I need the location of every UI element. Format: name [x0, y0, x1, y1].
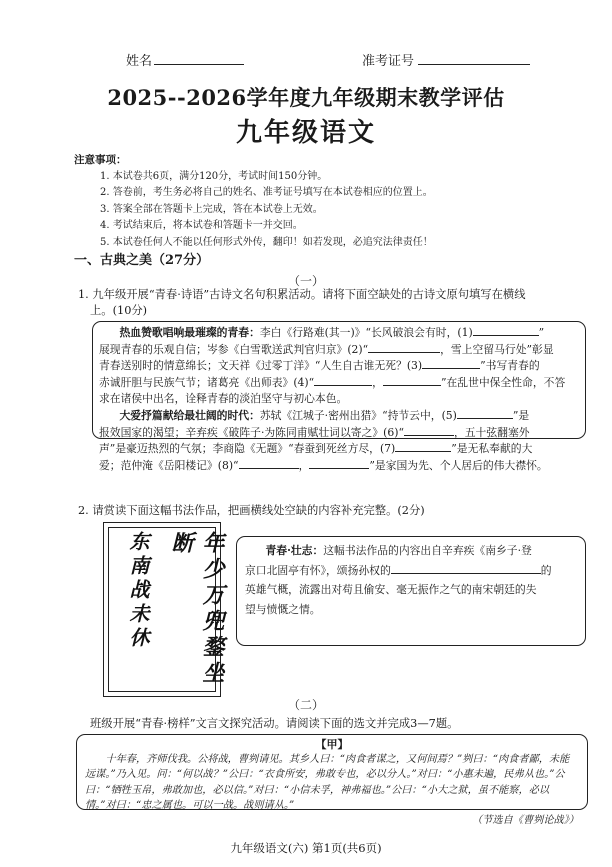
blank-8b[interactable]	[309, 468, 369, 469]
exam-title: 2025--2026学年度九年级期末教学评估	[107, 85, 505, 110]
q1-text: ”书写青春的	[480, 359, 540, 373]
q2-line3: 英雄气概，流露出对苟且偷安、毫无振作之气的南宋朝廷的失	[245, 583, 537, 596]
q1-paragraph-2	[99, 408, 579, 425]
q1-p1-line5: 求在诸侯中出名，诠释青春的淡泊坚守与初心本色。	[99, 392, 348, 406]
q1-text: 声”是豪迈热烈的气氛；李商隐《无题》“春蚕到死丝方尽，(7)	[99, 442, 396, 456]
question-2-box	[236, 536, 586, 646]
part-label-1: （一）	[287, 274, 324, 288]
exam-id-label: 准考证号	[362, 54, 415, 69]
q1-p1-line4	[99, 375, 579, 392]
blank-8a[interactable]	[239, 468, 299, 469]
q1-text: ”是家国为先、个人居后的伟大襟怀。	[369, 458, 548, 472]
question-1-prompt	[78, 287, 588, 319]
blank-6[interactable]	[404, 435, 454, 436]
q1-p2-lead: 大爱抒篇献给最壮阔的时代：	[119, 408, 260, 422]
reading-passage-box	[76, 734, 588, 827]
calligraphy-artwork	[103, 522, 225, 697]
exam-id-field[interactable]	[418, 64, 530, 65]
note-item: 5. 本试卷任何人不能以任何形式外传，翻印！如若发现，必追究法律责任！	[100, 236, 433, 248]
notes-title: 注意事项：	[74, 154, 127, 166]
q1-p1-text: 李白《行路难(其一)》“长风破浪会有时，(1)	[259, 326, 473, 339]
calligraphy-column-1: 年少万兜鍪坐断	[168, 531, 225, 687]
q1-text: ，	[298, 458, 310, 472]
q1-text: 苏轼《江城子·密州出猎》“持节云中，(5)	[259, 408, 457, 422]
note-item: 3. 答案全部在答题卡上完成，答在本试卷上无效。	[100, 203, 323, 215]
page-footer: 九年级语文(六) 第1页(共6页)	[230, 841, 382, 855]
q1-text: ”在乱世中保全性命，不答	[440, 375, 566, 389]
q1-text: 爱；范仲淹《岳阳楼记》(8)“	[99, 458, 239, 472]
passage-source: （节选自《曹刿论战》）	[472, 815, 579, 827]
blank-5[interactable]	[457, 418, 513, 419]
calligraphy-column-2: 东南战未休	[126, 531, 150, 651]
q1-paragraph-1	[99, 325, 579, 342]
note-item: 4. 考试结束后，将本试卷和答题卡一并交回。	[100, 220, 303, 231]
q1-p1-lead: 热血赞歌唱响最璀璨的青春：	[119, 326, 260, 339]
exam-subject: 九年级语文	[235, 118, 376, 148]
name-field[interactable]	[154, 64, 244, 65]
q1-text: 赤诚肝胆与民族气节；诸葛亮《出师表》(4)“	[99, 375, 315, 389]
q2-text: 的	[540, 563, 552, 577]
q2-line1	[245, 541, 577, 561]
q1-p1-text-end: ”	[538, 326, 545, 339]
blank-7[interactable]	[395, 451, 451, 452]
q1-p2-line2	[99, 425, 579, 442]
q1-p1-line3	[99, 358, 579, 375]
q1-text: 报效国家的渴望；辛弃疾《破阵子·为陈同甫赋壮词以寄之》(6)“	[99, 425, 404, 439]
candidate-info-row	[0, 50, 612, 72]
question-1-box	[92, 321, 586, 472]
q1-text: ”是	[512, 408, 530, 422]
q2-text: 京口北固亭有怀》，颂扬孙权的	[245, 563, 391, 577]
blank-4a[interactable]	[314, 385, 372, 386]
blank-q2[interactable]	[391, 573, 541, 574]
q1-p2-line4	[99, 458, 579, 475]
q1-text: ”是无私奉献的大	[451, 442, 533, 456]
blank-3[interactable]	[422, 368, 480, 369]
q1-text: ，	[372, 375, 383, 389]
section-heading: 一、古典之美（27分）	[74, 253, 210, 268]
name-label: 姓名	[126, 54, 153, 69]
q1-p1-line2	[99, 342, 579, 359]
blank-2[interactable]	[368, 352, 440, 353]
exam-notes	[74, 152, 594, 251]
q1-p2-line3	[99, 441, 579, 458]
question-1-line1: 1. 九年级开展“青春·诗语”古诗文名句积累活动。请将下面空缺处的古诗文原句填写在横线	[78, 288, 526, 301]
blank-4b[interactable]	[383, 385, 441, 386]
q2-lead: 青春·壮志：	[265, 544, 324, 557]
part-label-2: （二）	[287, 698, 324, 712]
q2-line4: 望与愤慨之情。	[245, 602, 321, 616]
note-item: 1. 本试卷共6页，满分120分，考试时间150分钟。	[100, 170, 328, 182]
q1-text: 展现青春的乐观自信；岑参《白雪歌送武判官归京》(2)“	[99, 342, 369, 356]
question-1-line2: 上。(10分)	[90, 304, 148, 317]
reading-prompt: 班级开展“青春·榜样”文言文探究活动。请阅读下面的选文并完成3—7题。	[90, 717, 459, 730]
passage-text: 十年春，齐师伐我。公将战，曹刿请见。其乡人曰：“肉食者谋之，又何间焉？”刿曰：“肉食者鄙，未能远谋。”乃入见。问：“何以战？”公曰：“衣食所安，弗敢专也，必以分人。”对曰：“小惠未遍，民弗从也。”公曰：“牺牲玉帛，弗敢加也，必以信。”对曰：“小信未孚，神弗福也。”公曰：“小大之狱，虽不能察，必以情。”对曰：“忠之属也。可以一战。战则请从。”	[85, 754, 570, 811]
q2-text: 这幅书法作品的内容出自辛弃疾《南乡子·登	[323, 544, 532, 557]
q2-line2	[245, 561, 577, 581]
blank-1[interactable]	[473, 335, 539, 336]
q1-text: 青春送别时的情意绵长；文天祥《过零丁洋》“人生自古谁无死？(3)	[99, 359, 423, 373]
question-2-prompt: 2. 请赏读下面这幅书法作品，把画横线处空缺的内容补充完整。(2分)	[78, 504, 425, 517]
passage-label: 【甲】	[315, 738, 349, 751]
q1-text: ，雪上空留马行处”彰显	[440, 342, 554, 356]
q1-text: ，五十弦翻塞外	[453, 425, 530, 439]
note-item: 2. 答卷前，考生务必将自己的姓名、准考证号填写在本试卷相应的位置上。	[100, 187, 433, 198]
